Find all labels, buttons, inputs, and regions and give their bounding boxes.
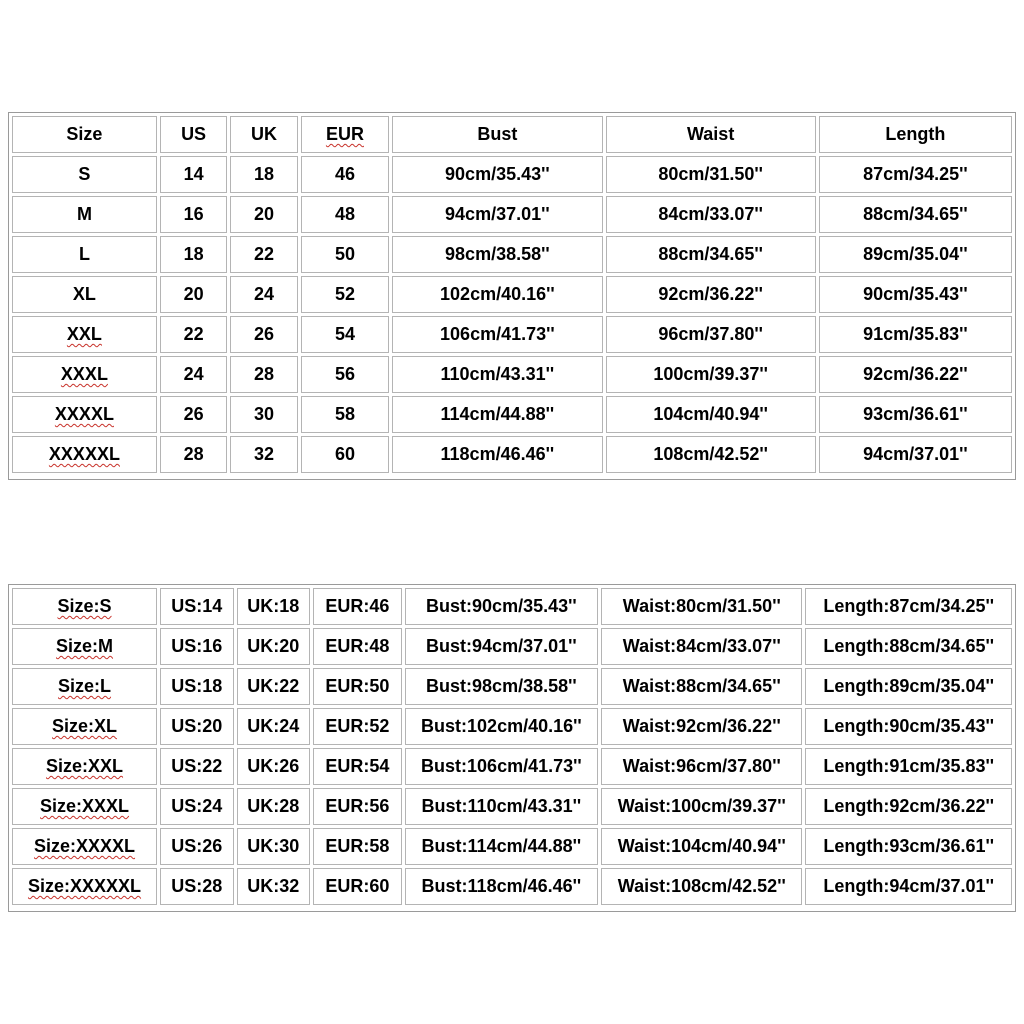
table-cell	[160, 588, 234, 625]
cell-value: EUR:46	[325, 596, 390, 616]
table-cell	[606, 356, 816, 393]
table-cell	[606, 196, 816, 233]
cell-value: UK:24	[247, 716, 300, 736]
cell-value: Bust:118cm/46.46''	[421, 876, 582, 896]
table-cell	[313, 748, 402, 785]
table-cell	[819, 436, 1012, 473]
cell-value: Size:XXL	[46, 756, 124, 776]
table-cell	[237, 628, 311, 665]
cell-value: 102cm/40.16''	[440, 284, 555, 304]
cell-value: Bust:102cm/40.16''	[421, 716, 582, 736]
table-cell	[230, 196, 297, 233]
table-cell	[819, 196, 1012, 233]
cell-value: EUR:56	[325, 796, 390, 816]
table-cell	[313, 588, 402, 625]
cell-value: US:18	[171, 676, 223, 696]
cell-value: UK:32	[247, 876, 300, 896]
table-header-cell	[606, 116, 816, 153]
size-table-2	[9, 585, 1015, 908]
table-cell	[160, 356, 227, 393]
cell-value: 94cm/37.01''	[445, 204, 550, 224]
table-row	[12, 708, 1012, 745]
cell-value: 96cm/37.80''	[658, 324, 763, 344]
table-cell	[606, 276, 816, 313]
cell-value: Bust:94cm/37.01''	[426, 636, 577, 656]
table-cell	[805, 708, 1012, 745]
table-row	[12, 828, 1012, 865]
header-label: EUR	[325, 124, 364, 144]
cell-value: XXXL	[60, 364, 108, 384]
cell-value: UK:20	[247, 636, 300, 656]
cell-value: 24	[253, 284, 274, 304]
table-cell	[313, 868, 402, 905]
header-label: Bust	[477, 124, 518, 144]
cell-value: Length:94cm/37.01''	[823, 876, 995, 896]
cell-value: 91cm/35.83''	[863, 324, 968, 344]
size-chart-table-columns	[8, 112, 1016, 480]
table-cell	[805, 588, 1012, 625]
cell-value: UK:28	[247, 796, 300, 816]
table-cell	[160, 668, 234, 705]
cell-value: 24	[183, 364, 204, 384]
cell-value: Waist:104cm/40.94''	[617, 836, 786, 856]
cell-value: Size:S	[57, 596, 112, 616]
table-cell	[601, 668, 802, 705]
table-cell	[301, 196, 390, 233]
table-cell	[805, 668, 1012, 705]
cell-value: US:26	[171, 836, 223, 856]
table-cell	[230, 276, 297, 313]
table-row	[12, 356, 1012, 393]
table-cell	[819, 316, 1012, 353]
cell-value: 32	[253, 444, 274, 464]
table-cell	[601, 788, 802, 825]
cell-value: 98cm/38.58''	[445, 244, 550, 264]
table-cell	[405, 748, 598, 785]
cell-value: UK:26	[247, 756, 300, 776]
table-cell	[12, 396, 157, 433]
cell-value: Waist:96cm/37.80''	[622, 756, 781, 776]
table-cell	[405, 868, 598, 905]
table-cell	[237, 788, 311, 825]
cell-value: 84cm/33.07''	[658, 204, 763, 224]
cell-value: Bust:114cm/44.88''	[421, 836, 582, 856]
table-cell	[405, 588, 598, 625]
cell-value: EUR:52	[325, 716, 390, 736]
cell-value: 108cm/42.52''	[653, 444, 768, 464]
cell-value: 28	[253, 364, 274, 384]
cell-value: 87cm/34.25''	[863, 164, 968, 184]
header-label: Length	[885, 124, 946, 144]
table-cell	[160, 868, 234, 905]
table-cell	[301, 396, 390, 433]
table-cell	[601, 588, 802, 625]
table-cell	[237, 828, 311, 865]
table-row	[12, 236, 1012, 273]
cell-value: 92cm/36.22''	[863, 364, 968, 384]
table-header-cell	[301, 116, 390, 153]
table-cell	[805, 748, 1012, 785]
cell-value: S	[78, 164, 91, 184]
table-cell	[606, 236, 816, 273]
table-cell	[12, 748, 157, 785]
table-cell	[606, 396, 816, 433]
table-cell	[230, 396, 297, 433]
table-cell	[301, 236, 390, 273]
cell-value: 56	[334, 364, 355, 384]
table-cell	[160, 396, 227, 433]
size-table-1	[9, 113, 1015, 476]
cell-value: 20	[183, 284, 204, 304]
cell-value: Size:M	[56, 636, 114, 656]
cell-value: Size:L	[58, 676, 112, 696]
table-cell	[601, 708, 802, 745]
table-cell	[819, 356, 1012, 393]
table-header-cell	[12, 116, 157, 153]
cell-value: 110cm/43.31''	[440, 364, 555, 384]
table-row	[12, 748, 1012, 785]
table-cell	[237, 868, 311, 905]
cell-value: XXXXXL	[48, 444, 120, 464]
cell-value: US:22	[171, 756, 223, 776]
table-row	[12, 316, 1012, 353]
cell-value: 26	[253, 324, 274, 344]
table-cell	[160, 316, 227, 353]
table-cell	[392, 236, 602, 273]
cell-value: 94cm/37.01''	[863, 444, 968, 464]
table-cell	[160, 436, 227, 473]
cell-value: 89cm/35.04''	[863, 244, 968, 264]
cell-value: 90cm/35.43''	[863, 284, 968, 304]
cell-value: 26	[183, 404, 204, 424]
table-cell	[601, 868, 802, 905]
cell-value: M	[76, 204, 92, 224]
cell-value: XXL	[66, 324, 102, 344]
table-cell	[819, 276, 1012, 313]
table-cell	[237, 588, 311, 625]
cell-value: Bust:98cm/38.58''	[426, 676, 577, 696]
cell-value: 18	[253, 164, 274, 184]
cell-value: Waist:88cm/34.65''	[622, 676, 781, 696]
table-cell	[405, 708, 598, 745]
cell-value: Length:88cm/34.65''	[823, 636, 995, 656]
table-cell	[237, 708, 311, 745]
table-cell	[805, 868, 1012, 905]
cell-value: Waist:92cm/36.22''	[622, 716, 781, 736]
table-cell	[12, 828, 157, 865]
table-cell	[301, 316, 390, 353]
cell-value: 22	[183, 324, 204, 344]
cell-value: 104cm/40.94''	[653, 404, 768, 424]
table-header-cell	[230, 116, 297, 153]
table-cell	[392, 436, 602, 473]
cell-value: 93cm/36.61''	[863, 404, 968, 424]
table-cell	[313, 788, 402, 825]
cell-value: Length:93cm/36.61''	[823, 836, 995, 856]
cell-value: US:20	[171, 716, 223, 736]
table-cell	[601, 748, 802, 785]
table-row	[12, 588, 1012, 625]
table-cell	[805, 628, 1012, 665]
table-cell	[405, 628, 598, 665]
cell-value: 16	[183, 204, 204, 224]
table-cell	[160, 748, 234, 785]
header-label: Waist	[686, 124, 735, 144]
cell-value: 100cm/39.37''	[653, 364, 768, 384]
cell-value: 92cm/36.22''	[658, 284, 763, 304]
cell-value: L	[78, 244, 90, 264]
table-cell	[12, 236, 157, 273]
table-cell	[160, 196, 227, 233]
table-cell	[230, 156, 297, 193]
table-row	[12, 868, 1012, 905]
table-cell	[392, 276, 602, 313]
table-cell	[819, 396, 1012, 433]
cell-value: 88cm/34.65''	[863, 204, 968, 224]
cell-value: Length:92cm/36.22''	[823, 796, 995, 816]
cell-value: Size:XL	[52, 716, 118, 736]
table-cell	[301, 276, 390, 313]
table-cell	[230, 436, 297, 473]
table-cell	[160, 828, 234, 865]
cell-value: US:28	[171, 876, 223, 896]
table-cell	[606, 316, 816, 353]
table-cell	[12, 356, 157, 393]
table-cell	[819, 156, 1012, 193]
cell-value: 118cm/46.46''	[440, 444, 555, 464]
cell-value: 88cm/34.65''	[658, 244, 763, 264]
table-cell	[160, 628, 234, 665]
table-cell	[313, 708, 402, 745]
table-cell	[160, 156, 227, 193]
table-row	[12, 196, 1012, 233]
table-cell	[12, 316, 157, 353]
cell-value: Length:91cm/35.83''	[823, 756, 995, 776]
cell-value: 30	[253, 404, 274, 424]
table-cell	[392, 196, 602, 233]
table-row	[12, 668, 1012, 705]
table-cell	[392, 156, 602, 193]
table-row	[12, 396, 1012, 433]
table-cell	[392, 356, 602, 393]
cell-value: XL	[72, 284, 96, 304]
table-header-cell	[819, 116, 1012, 153]
table-cell	[12, 588, 157, 625]
cell-value: Length:89cm/35.04''	[823, 676, 995, 696]
cell-value: Size:XXXXL	[34, 836, 136, 856]
size-chart-table-labeled	[8, 584, 1016, 912]
table-cell	[12, 708, 157, 745]
cell-value: Waist:84cm/33.07''	[622, 636, 781, 656]
table-row	[12, 276, 1012, 313]
cell-value: 28	[183, 444, 204, 464]
cell-value: Size:XXXL	[40, 796, 130, 816]
table-cell	[230, 316, 297, 353]
cell-value: 114cm/44.88''	[440, 404, 555, 424]
table-cell	[301, 156, 390, 193]
table-header-row	[12, 116, 1012, 153]
cell-value: Bust:90cm/35.43''	[426, 596, 577, 616]
table-cell	[392, 396, 602, 433]
cell-value: US:16	[171, 636, 223, 656]
table-cell	[405, 668, 598, 705]
table-cell	[230, 236, 297, 273]
table-row	[12, 628, 1012, 665]
cell-value: 58	[334, 404, 355, 424]
table-cell	[12, 436, 157, 473]
table-cell	[601, 628, 802, 665]
cell-value: Size:XXXXXL	[27, 876, 142, 896]
cell-value: 46	[334, 164, 355, 184]
table-cell	[606, 156, 816, 193]
cell-value: Bust:106cm/41.73''	[421, 756, 582, 776]
table-cell	[12, 156, 157, 193]
cell-value: EUR:54	[325, 756, 390, 776]
table-row	[12, 156, 1012, 193]
table-cell	[12, 196, 157, 233]
cell-value: UK:30	[247, 836, 300, 856]
table-cell	[237, 748, 311, 785]
cell-value: 14	[183, 164, 204, 184]
table-cell	[160, 788, 234, 825]
table-cell	[606, 436, 816, 473]
table-cell	[313, 668, 402, 705]
table-cell	[12, 788, 157, 825]
cell-value: 18	[183, 244, 204, 264]
table-cell	[160, 708, 234, 745]
table-cell	[160, 236, 227, 273]
cell-value: 48	[334, 204, 355, 224]
table-header-cell	[392, 116, 602, 153]
table-cell	[392, 316, 602, 353]
table-header-cell	[160, 116, 227, 153]
table-cell	[237, 668, 311, 705]
cell-value: 50	[334, 244, 355, 264]
table-cell	[805, 828, 1012, 865]
table-cell	[601, 828, 802, 865]
table-cell	[805, 788, 1012, 825]
cell-value: 106cm/41.73''	[440, 324, 555, 344]
cell-value: Length:87cm/34.25''	[823, 596, 995, 616]
header-label: UK	[250, 124, 277, 144]
table-cell	[301, 436, 390, 473]
table-cell	[12, 868, 157, 905]
cell-value: EUR:58	[325, 836, 390, 856]
cell-value: EUR:48	[325, 636, 390, 656]
table-cell	[230, 356, 297, 393]
table-cell	[313, 828, 402, 865]
cell-value: Length:90cm/35.43''	[823, 716, 995, 736]
cell-value: XXXXL	[54, 404, 114, 424]
cell-value: 54	[334, 324, 355, 344]
cell-value: 80cm/31.50''	[658, 164, 763, 184]
table-row	[12, 436, 1012, 473]
table-cell	[301, 356, 390, 393]
cell-value: EUR:60	[325, 876, 390, 896]
table-cell	[405, 828, 598, 865]
cell-value: Waist:108cm/42.52''	[617, 876, 786, 896]
table-cell	[313, 628, 402, 665]
cell-value: UK:22	[247, 676, 300, 696]
table-cell	[12, 276, 157, 313]
header-label: US	[181, 124, 207, 144]
cell-value: 20	[253, 204, 274, 224]
table-cell	[819, 236, 1012, 273]
table-row	[12, 788, 1012, 825]
cell-value: 22	[253, 244, 274, 264]
cell-value: UK:18	[247, 596, 300, 616]
cell-value: Waist:100cm/39.37''	[617, 796, 786, 816]
cell-value: US:24	[171, 796, 223, 816]
table-cell	[12, 668, 157, 705]
cell-value: US:14	[171, 596, 223, 616]
table-cell	[160, 276, 227, 313]
cell-value: EUR:50	[325, 676, 390, 696]
cell-value: 60	[334, 444, 355, 464]
table-cell	[12, 628, 157, 665]
cell-value: 90cm/35.43''	[445, 164, 550, 184]
cell-value: Bust:110cm/43.31''	[421, 796, 582, 816]
cell-value: Waist:80cm/31.50''	[622, 596, 781, 616]
cell-value: 52	[334, 284, 355, 304]
header-label: Size	[66, 124, 103, 144]
table-cell	[405, 788, 598, 825]
